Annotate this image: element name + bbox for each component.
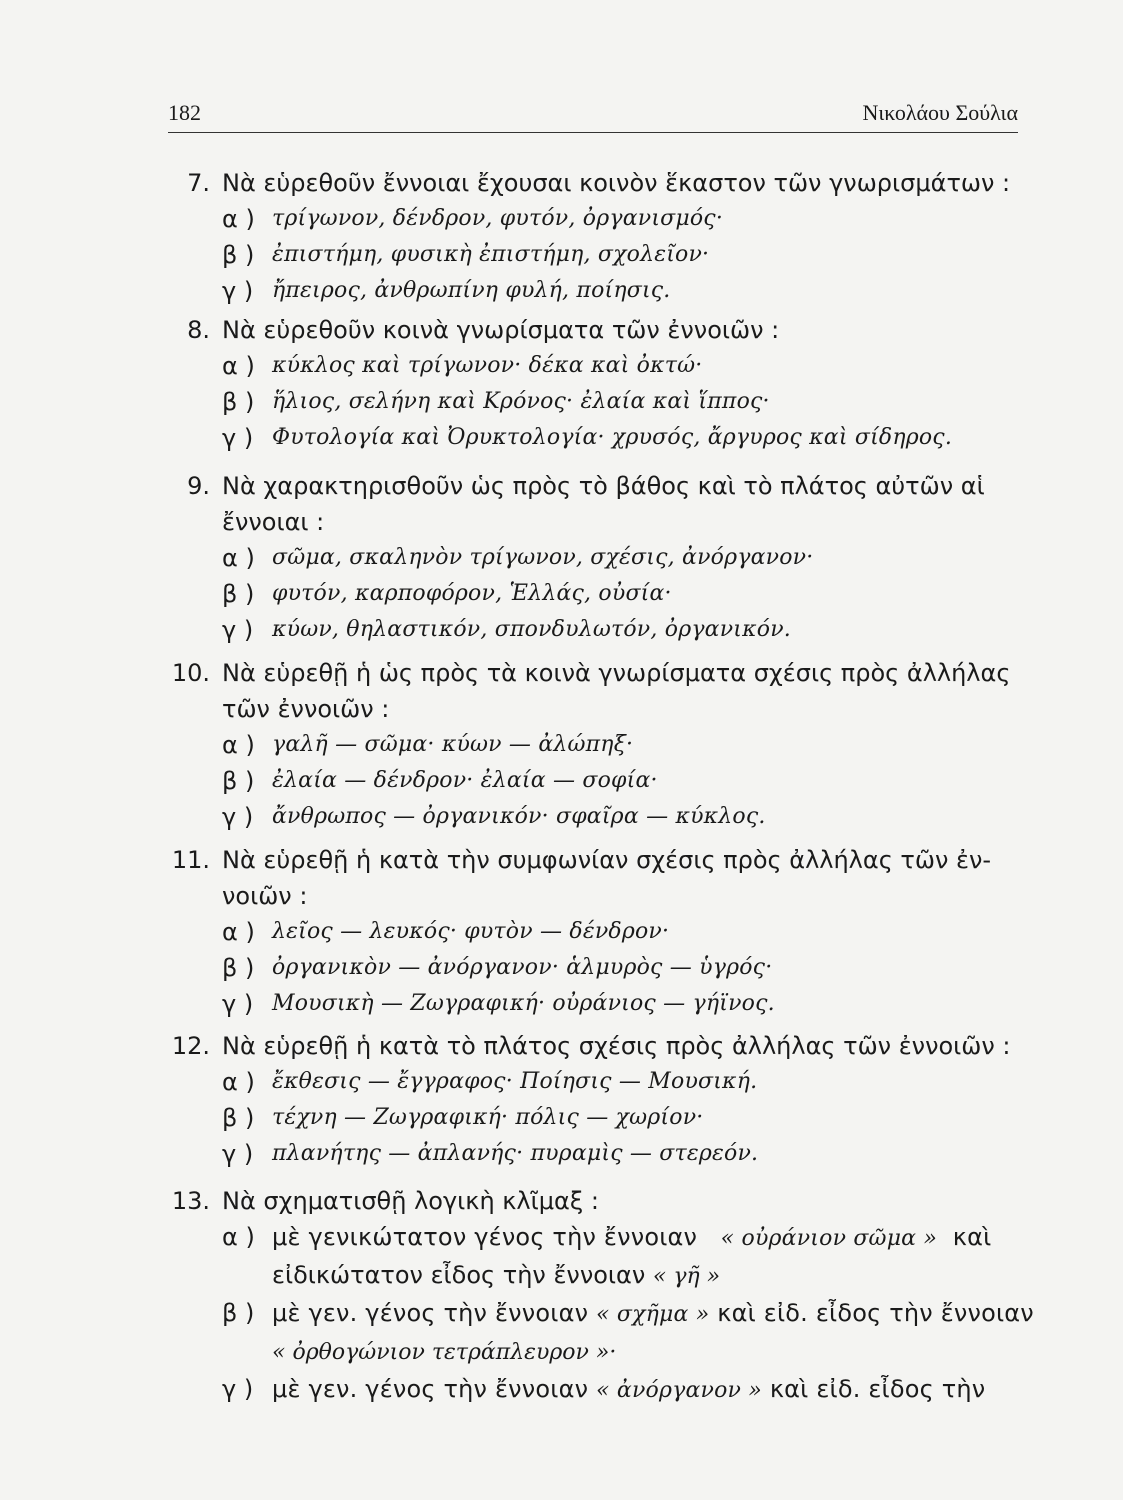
exercise-prompt: Νὰ εὑρεθῇ ἡ κατὰ τὴν συμφωνίαν σχέσις πρὸς ἀλλήλας τῶν ἐν- xyxy=(222,846,992,874)
list-item: γ ) Φυτολογία καὶ Ὀρυκτολογία· χρυσός, ἄργυρος καὶ σίδηρος. xyxy=(222,424,953,452)
list-item: α ) κύκλος καὶ τρίγωνον· δέκα καὶ ὀκτώ· xyxy=(222,352,703,380)
page-number: 182 xyxy=(168,100,201,125)
header-rule xyxy=(168,132,1018,133)
list-item: β ) ἐλαία — δένδρον· ἐλαία — σοφία· xyxy=(222,767,658,795)
exercise-number: 8. xyxy=(187,316,210,344)
list-item: β ) ἐπιστήμη, φυσικὴ ἐπιστήμη, σχολεῖον· xyxy=(222,241,710,269)
list-item: γ ) κύων, θηλαστικόν, σπονδυλωτόν, ὀργανικόν. xyxy=(222,616,791,644)
exercise-prompt: Νὰ χαρακτηρισθοῦν ὡς πρὸς τὸ βάθος καὶ τὸ πλάτος αὐτῶν αἱ xyxy=(222,472,985,500)
list-item: γ ) ἤπειρος, ἀνθρωπίνη φυλή, ποίησις. xyxy=(222,277,671,305)
list-item: γ ) μὲ γεν. γένος τὴν ἔννοιαν « ἀνόργανον » καὶ εἰδ. εἶδος τὴν xyxy=(222,1375,986,1403)
exercise-number: 11. xyxy=(171,846,210,874)
exercise-number: 10. xyxy=(171,659,210,687)
list-item: α ) μὲ γενικώτατον γένος τὴν ἔννοιαν « οὐράνιον σῶμα » καὶ xyxy=(222,1223,992,1251)
running-title: Νικολάου Σούλια xyxy=(862,100,1018,125)
list-item: α ) λεῖος — λευκός· φυτὸν — δένδρον· xyxy=(222,918,670,946)
exercise-number: 13. xyxy=(171,1187,210,1215)
list-item: α ) σῶμα, σκαληνὸν τρίγωνον, σχέσις, ἀνόργανον· xyxy=(222,544,814,572)
list-item: γ ) πλανήτης — ἀπλανής· πυραμὶς — στερεόν. xyxy=(222,1140,759,1168)
list-item: β ) μὲ γεν. γένος τὴν ἔννοιαν « σχῆμα » καὶ εἰδ. εἶδος τὴν ἔννοιαν xyxy=(222,1299,1034,1327)
list-item: α ) ἔκθεσις — ἔγγραφος· Ποίησις — Μουσική. xyxy=(222,1068,758,1096)
page-header xyxy=(168,96,1018,136)
exercise-prompt: Νὰ σχηματισθῇ λογικὴ κλῖμαξ : xyxy=(222,1187,599,1215)
exercise-prompt: Νὰ εὑρεθῇ ἡ ὡς πρὸς τὰ κοινὰ γνωρίσματα σχέσις πρὸς ἀλλήλας xyxy=(222,659,1011,687)
list-item: β ) τέχνη — Ζωγραφική· πόλις — χωρίον· xyxy=(222,1104,704,1132)
exercise-number: 9. xyxy=(187,472,210,500)
list-item-cont: εἰδικώτατον εἶδος τὴν ἔννοιαν « γῆ » xyxy=(272,1261,721,1289)
list-item: γ ) ἄνθρωπος — ὀργανικόν· σφαῖρα — κύκλος. xyxy=(222,803,766,831)
exercise-prompt-cont: ἔννοιαι : xyxy=(222,508,325,536)
list-item-cont: « ὀρθογώνιον τετράπλευρον »· xyxy=(272,1340,617,1365)
list-item: β ) φυτόν, καρποφόρον, Ἑλλάς, οὐσία· xyxy=(222,580,672,608)
exercise-number: 12. xyxy=(171,1032,210,1060)
exercise-prompt-cont: τῶν ἐννοιῶν : xyxy=(222,695,390,723)
list-item: γ ) Μουσικὴ — Ζωγραφική· οὐράνιος — γήϊνος. xyxy=(222,990,775,1018)
list-item: β ) ὀργανικὸν — ἀνόργανον· ἁλμυρὸς — ὑγρός· xyxy=(222,954,773,982)
exercise-number: 7. xyxy=(187,169,210,197)
list-item: α ) γαλῆ — σῶμα· κύων — ἀλώπηξ· xyxy=(222,731,634,759)
exercise-prompt: Νὰ εὑρεθοῦν ἔννοιαι ἔχουσαι κοινὸν ἕκαστον τῶν γνωρισμάτων : xyxy=(222,169,1011,197)
list-item: β ) ἥλιος, σελήνη καὶ Κρόνος· ἐλαία καὶ ἵππος· xyxy=(222,388,770,416)
list-item: α ) τρίγωνον, δένδρον, φυτόν, ὀργανισμός· xyxy=(222,205,724,233)
exercise-prompt-cont: νοιῶν : xyxy=(222,882,308,910)
exercise-prompt: Νὰ εὑρεθοῦν κοινὰ γνωρίσματα τῶν ἐννοιῶν : xyxy=(222,316,780,344)
exercise-prompt: Νὰ εὑρεθῇ ἡ κατὰ τὸ πλάτος σχέσις πρὸς ἀλλήλας τῶν ἐννοιῶν : xyxy=(222,1032,1011,1060)
